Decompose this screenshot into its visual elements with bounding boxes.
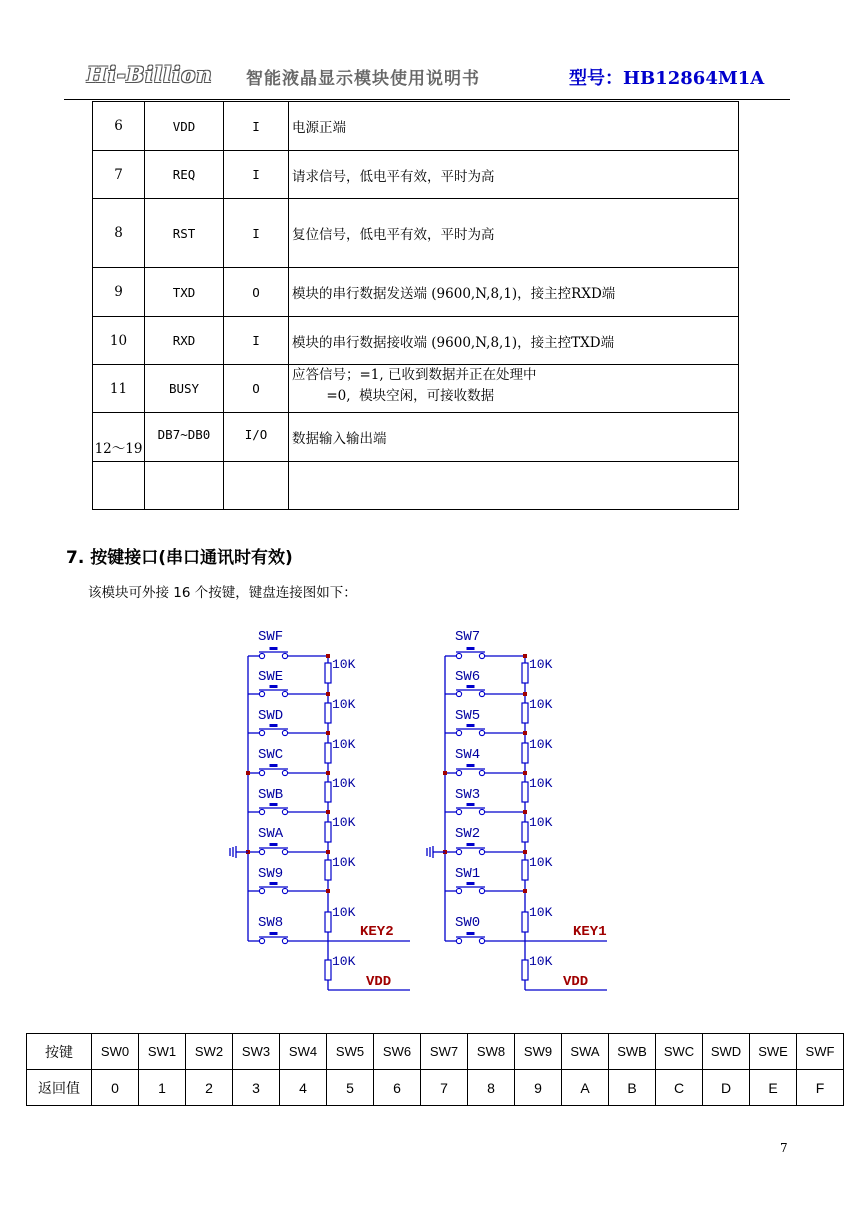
key-cell: SW2 (186, 1034, 233, 1070)
switch-contact (456, 730, 461, 735)
pin-description: 电源正端 (289, 102, 739, 151)
switch-contact (259, 809, 264, 814)
resistor-label: 10K (332, 657, 356, 672)
value-cell: E (750, 1070, 797, 1106)
key-cell: SW9 (515, 1034, 562, 1070)
value-row-label: 返回值 (27, 1070, 92, 1106)
resistor (522, 663, 528, 683)
value-cell: 0 (92, 1070, 139, 1106)
brand-logo: Hi-Billion (87, 62, 213, 87)
key-cell: SWD (703, 1034, 750, 1070)
switch-contact (456, 938, 461, 943)
pin-name: RXD (145, 317, 224, 365)
resistor-label: 10K (332, 815, 356, 830)
value-cell: B (609, 1070, 656, 1106)
switch-contact (259, 888, 264, 893)
switch-plunger (467, 843, 475, 846)
vdd-label: VDD (366, 974, 392, 990)
page-number: 7 (780, 1141, 788, 1155)
resistor (325, 703, 331, 723)
section-title: 7. 按键接口(串口通讯时有效) (66, 548, 293, 568)
key-cell: SW0 (92, 1034, 139, 1070)
switch-label: SWE (258, 669, 284, 685)
value-cell: 6 (374, 1070, 421, 1106)
pin-number: 6 (93, 102, 145, 151)
pin-number: 7 (93, 151, 145, 199)
key-cell: SWF (797, 1034, 844, 1070)
pin-name: DB7~DB0 (145, 413, 224, 462)
pin-name: BUSY (145, 365, 224, 413)
junction-dot (523, 889, 527, 893)
switch-label: SW3 (455, 787, 481, 803)
junction-dot (523, 771, 527, 775)
pin-name: RST (145, 199, 224, 268)
switch-label: SW1 (455, 866, 481, 882)
junction-dot (523, 692, 527, 696)
key-cell: SW3 (233, 1034, 280, 1070)
switch-label: SWC (258, 747, 284, 763)
key-cell: SW4 (280, 1034, 327, 1070)
resistor-label: 10K (332, 954, 356, 969)
resistor-label: 10K (529, 697, 553, 712)
pin-description: 模块的串行数据发送端 (9600,N,8,1)，接主控RXD端 (289, 268, 739, 317)
value-cell: 5 (327, 1070, 374, 1106)
switch-label: SW4 (455, 747, 481, 763)
key-cell: SW1 (139, 1034, 186, 1070)
switch-contact (259, 653, 264, 658)
switch-label: SW8 (258, 915, 284, 931)
key-cell: SW6 (374, 1034, 421, 1070)
resistor (325, 822, 331, 842)
key-cell: SWA (562, 1034, 609, 1070)
switch-contact (479, 849, 484, 854)
junction-dot (326, 771, 330, 775)
switch-contact (259, 849, 264, 854)
value-cell: C (656, 1070, 703, 1106)
value-row (27, 1070, 844, 1106)
key-cell: SW7 (421, 1034, 468, 1070)
pin-io: I (224, 199, 289, 268)
switch-contact (282, 770, 287, 775)
switch-label: SW7 (455, 629, 481, 645)
value-cell: 3 (233, 1070, 280, 1106)
switch-contact (259, 770, 264, 775)
switch-label: SW2 (455, 826, 481, 842)
switch-contact (456, 770, 461, 775)
resistor (325, 743, 331, 763)
junction-dot (443, 771, 447, 775)
net-label: KEY2 (360, 924, 394, 940)
value-cell: A (562, 1070, 609, 1106)
switch-contact (282, 809, 287, 814)
switch-contact (282, 849, 287, 854)
switch-plunger (270, 647, 278, 650)
switch-contact (456, 691, 461, 696)
junction-dot (326, 692, 330, 696)
value-cell: D (703, 1070, 750, 1106)
junction-dot (326, 889, 330, 893)
switch-plunger (467, 685, 475, 688)
switch-plunger (270, 882, 278, 885)
resistor (522, 822, 528, 842)
switch-label: SW9 (258, 866, 284, 882)
switch-label: SWF (258, 629, 284, 645)
pin-io: I (224, 102, 289, 151)
junction-dot (326, 654, 330, 658)
switch-plunger (467, 803, 475, 806)
value-cell: 2 (186, 1070, 233, 1106)
resistor (522, 782, 528, 802)
switch-label: SW0 (455, 915, 481, 931)
resistor (522, 703, 528, 723)
value-cell: 1 (139, 1070, 186, 1106)
switch-label: SWA (258, 826, 284, 842)
switch-contact (282, 938, 287, 943)
key-row-label: 按键 (27, 1034, 92, 1070)
resistor-label: 10K (332, 776, 356, 791)
pin-description: 请求信号，低电平有效，平时为高 (289, 151, 739, 199)
pin-description: 数据输入输出端 (289, 413, 739, 462)
switch-contact (479, 770, 484, 775)
resistor-label: 10K (529, 954, 553, 969)
pin-description: 复位信号，低电平有效，平时为高 (289, 199, 739, 268)
switch-plunger (270, 685, 278, 688)
pin-number: 12～19 (93, 413, 145, 462)
switch-plunger (467, 882, 475, 885)
switch-contact (259, 938, 264, 943)
switch-contact (479, 691, 484, 696)
resistor-label: 10K (529, 905, 553, 920)
resistor-label: 10K (529, 737, 553, 752)
document-title: 智能液晶显示模块使用说明书 (246, 69, 480, 89)
switch-contact (456, 653, 461, 658)
switch-plunger (270, 932, 278, 935)
key-cell: SWE (750, 1034, 797, 1070)
junction-dot (523, 810, 527, 814)
pin-io: I (224, 151, 289, 199)
resistor (522, 743, 528, 763)
key-cell: SW8 (468, 1034, 515, 1070)
section-description: 该模块可外接 16 个按键，键盘连接图如下： (88, 585, 357, 601)
switch-plunger (467, 647, 475, 650)
switch-label: SW5 (455, 708, 481, 724)
switch-label: SWD (258, 708, 284, 724)
pin-number: 9 (93, 268, 145, 317)
switch-contact (456, 849, 461, 854)
switch-contact (259, 691, 264, 696)
value-cell: 4 (280, 1070, 327, 1106)
switch-plunger (467, 724, 475, 727)
switch-plunger (270, 843, 278, 846)
resistor (325, 782, 331, 802)
resistor-label: 10K (529, 855, 553, 870)
switch-label: SWB (258, 787, 284, 803)
resistor (325, 663, 331, 683)
pin-name: REQ (145, 151, 224, 199)
pin-description: 模块的串行数据接收端 (9600,N,8,1)，接主控TXD端 (289, 317, 739, 365)
resistor-label: 10K (332, 855, 356, 870)
resistor (522, 912, 528, 932)
key-row (27, 1034, 844, 1070)
pin-number: 10 (93, 317, 145, 365)
switch-contact (479, 730, 484, 735)
resistor-label: 10K (529, 776, 553, 791)
pin-number: 8 (93, 199, 145, 268)
switch-contact (479, 653, 484, 658)
switch-contact (456, 888, 461, 893)
vdd-label: VDD (563, 974, 589, 990)
model-number: 型号：HB12864M1A (569, 68, 765, 89)
key-value-table (26, 1033, 844, 1106)
switch-contact (479, 888, 484, 893)
switch-contact (282, 691, 287, 696)
switch-contact (282, 653, 287, 658)
value-cell: 9 (515, 1070, 562, 1106)
junction-dot (523, 731, 527, 735)
busy-desc-line2: =0, 模块空闲，可接收数据 (292, 388, 495, 404)
switch-plunger (467, 932, 475, 935)
switch-plunger (467, 764, 475, 767)
switch-label: SW6 (455, 669, 481, 685)
junction-dot (523, 654, 527, 658)
switch-contact (282, 888, 287, 893)
resistor (522, 960, 528, 980)
value-cell: 7 (421, 1070, 468, 1106)
switch-plunger (270, 803, 278, 806)
busy-desc-line1: 应答信号；=1, 已收到数据并正在处理中 (292, 367, 537, 383)
junction-dot (326, 850, 330, 854)
resistor (522, 860, 528, 880)
resistor-label: 10K (332, 697, 356, 712)
value-cell: F (797, 1070, 844, 1106)
pin-io: O (224, 365, 289, 413)
value-cell: 8 (468, 1070, 515, 1106)
junction-dot (326, 731, 330, 735)
switch-plunger (270, 724, 278, 727)
switch-contact (456, 809, 461, 814)
switch-contact (282, 730, 287, 735)
resistor-label: 10K (529, 657, 553, 672)
pin-io: I/O (224, 413, 289, 462)
pin-number: 11 (93, 365, 145, 413)
junction-dot (523, 850, 527, 854)
resistor (325, 960, 331, 980)
pin-io: O (224, 268, 289, 317)
switch-contact (259, 730, 264, 735)
junction-dot (326, 810, 330, 814)
pin-name: TXD (145, 268, 224, 317)
key-cell: SWC (656, 1034, 703, 1070)
switch-contact (479, 938, 484, 943)
switch-contact (479, 809, 484, 814)
resistor (325, 860, 331, 880)
pin-name: VDD (145, 102, 224, 151)
resistor-label: 10K (332, 737, 356, 752)
pin-io: I (224, 317, 289, 365)
junction-dot (246, 771, 250, 775)
resistor-label: 10K (529, 815, 553, 830)
net-label: KEY1 (573, 924, 607, 940)
key-cell: SWB (609, 1034, 656, 1070)
switch-plunger (270, 764, 278, 767)
key-cell: SW5 (327, 1034, 374, 1070)
resistor-label: 10K (332, 905, 356, 920)
resistor (325, 912, 331, 932)
